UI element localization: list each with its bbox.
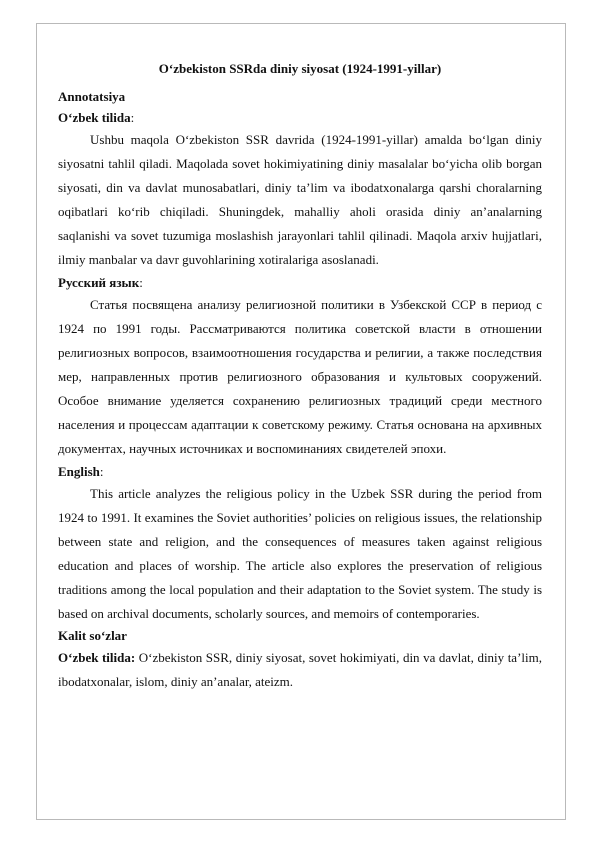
lang-label-text: O‘zbek tilida [58,110,131,125]
keywords-heading: Kalit so‘zlar [58,628,127,643]
abstract-uzbek [58,107,542,272]
document-body [58,61,542,694]
keywords-label: O‘zbek tilida: [58,650,136,665]
abstract-text-russian: Статья посвящена анализу религиозной политики в Узбекской ССР в период с 1924 по 1991 годы. Рассматриваются политика советской власти в отношении религиозных вопросов, взаимоотношения государства и религии, а также последствия мер, направленных против религиозного образования и культовых сооружений. Особое внимание уделяется сохранению религиозных традиций среди местного населения и процессам адаптации к советскому режиму. Статья основана на архивных документах, научных источниках и воспоминаниях свидетелей эпохи. [58,297,542,456]
keywords-text: O‘zbekiston SSR, diniy siyosat, sovet hokimiyati, din va davlat, diniy ta’lim, ibodatxonalar, islom, diniy an’analar, ateizm. [58,650,542,689]
abstract-text-uzbek: Ushbu maqola O‘zbekiston SSR davrida (1924-1991-yillar) amalda bo‘lgan diniy siyosatni tahlil qiladi. Maqolada sovet hokimiyatining diniy masalalar bo‘yicha olib borgan siyosati, din va davlat munosabatlari, diniy ta’lim va ibodatxonalarga qarshi choralarning oqibatlari ko‘rib chiqiladi. Shuningdek, mahalliy aholi orasida diniy an’analarning saqlanishi va sovet tuzumiga moslashish jarayonlari tahlil qilinadi. Maqola arxiv hujjatlari, ilmiy manbalar va davr guvohlarining xotiralariga asoslanadi. [58,132,542,267]
annotation-heading: Annotatsiya [58,89,126,104]
abstract-english [58,461,542,626]
lang-label-russian [58,272,542,293]
lang-label-colon: : [139,275,143,290]
lang-label-uzbek [58,107,542,128]
lang-label-colon: : [99,464,104,479]
lang-label-text: Русский язык [58,275,140,290]
document-title: O‘zbekiston SSRda diniy siyosat (1924-1991-yillar) [158,61,442,76]
lang-label-text: English [58,464,100,479]
abstract-text-english: This article analyzes the religious policy in the Uzbek SSR during the period from 1924 to 1991. It examines the Soviet authorities’ policies on religious issues, the relationship between state and religion, and the consequences of measures taken against religious education and places of worship. The article also explores the preservation of religious traditions among the local population and their adaptation to the Soviet system. The study is based on archival documents, scholarly sources, and memoirs of contemporaries. [58,486,542,621]
lang-label-colon: : [130,110,135,125]
abstract-russian [58,272,542,461]
keywords-uzbek [58,646,542,694]
lang-label-english [58,461,542,482]
